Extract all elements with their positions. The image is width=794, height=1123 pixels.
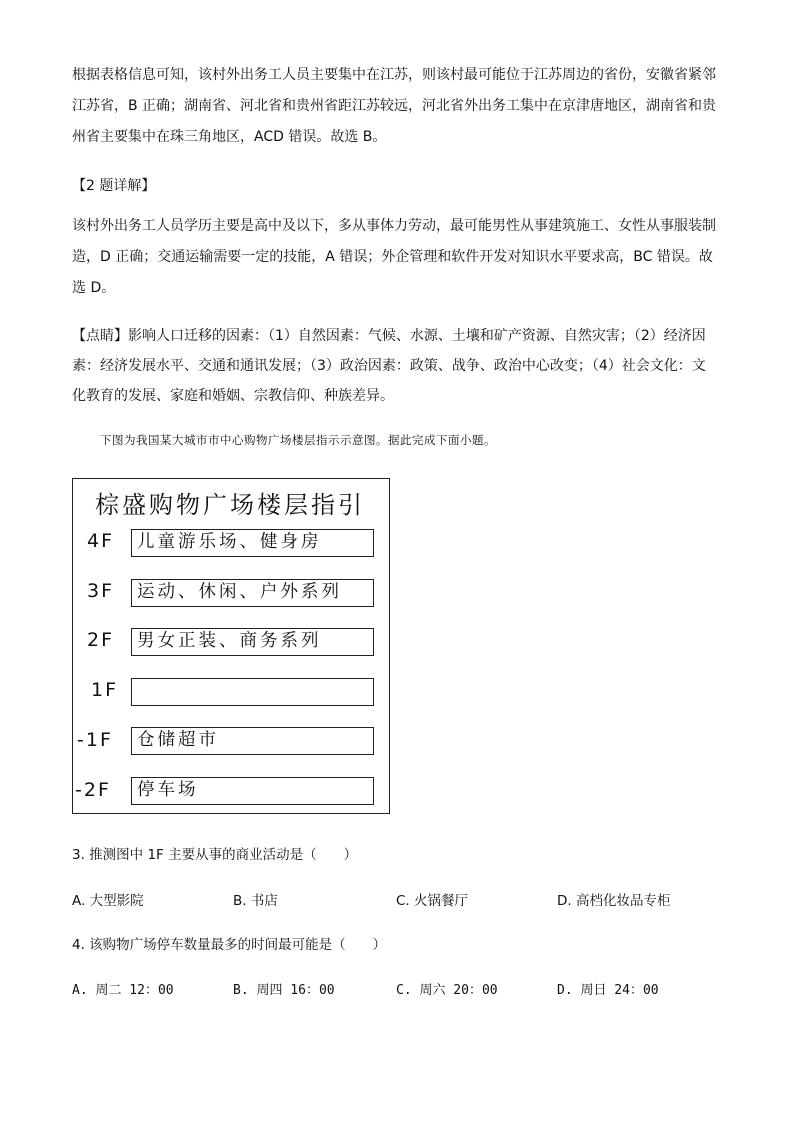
paragraph-line: 造，D 正确；交通运输需要一定的技能，A 错误；外企管理和软件开发对知识水平要求高，BC 错误。故 xyxy=(72,249,713,265)
floor-label: 2F xyxy=(87,629,115,651)
figure-intro: 下图为我国某大城市市中心购物广场楼层指示示意图。据此完成下面小题。 xyxy=(100,433,496,447)
option-b: B. 周四 16：00 xyxy=(233,983,335,998)
paragraph-line: 化教育的发展、家庭和婚姻、宗教信仰、种族差异。 xyxy=(72,388,394,404)
paragraph-line: 该村外出务工人员学历主要是高中及以下，多从事体力劳动，最可能男性从事建筑施工、女性从事服装制 xyxy=(72,218,716,234)
paragraph-line: 州省主要集中在珠三角地区，ACD 错误。故选 B。 xyxy=(72,129,387,145)
paragraph-line: 根据表格信息可知，该村外出务工人员主要集中在江苏，则该村最可能位于江苏周边的省份，安徽省紧邻 xyxy=(72,67,716,83)
option-b: B. 书店 xyxy=(233,893,278,909)
option-c: C. 周六 20：00 xyxy=(396,983,498,998)
floor-label: 1F xyxy=(91,679,119,701)
option-d: D. 周日 24：00 xyxy=(557,983,659,998)
floor-content-box: 运动、休闲、户外系列 xyxy=(131,579,374,607)
option-a: A. 大型影院 xyxy=(72,893,144,909)
section-heading-q2: 【2 题详解】 xyxy=(72,178,156,194)
floor-label: 3F xyxy=(87,580,115,602)
paragraph-line: 【点睛】影响人口迁移的因素：（1）自然因素：气候、水源、土壤和矿产资源、自然灾害；（2）经济因 xyxy=(72,328,706,344)
floor-label: -2F xyxy=(75,779,111,801)
floor-content-box: 男女正装、商务系列 xyxy=(131,628,374,656)
question-stem: 3. 推测图中 1F 主要从事的商业活动是（ ） xyxy=(72,847,358,863)
directory-title: 棕盛购物广场楼层指引 xyxy=(95,491,365,519)
floor-content-box xyxy=(131,678,374,706)
floor-content-box: 儿童游乐场、健身房 xyxy=(131,529,374,557)
floor-label: -1F xyxy=(77,729,113,751)
floor-directory-figure xyxy=(72,478,390,814)
option-c: C. 火锅餐厅 xyxy=(396,893,469,909)
floor-content-box: 停车场 xyxy=(131,777,374,805)
floor-content-box: 仓储超市 xyxy=(131,727,374,755)
paragraph-line: 素：经济发展水平、交通和通讯发展；（3）政治因素：政策、战争、政治中心改变；（4）社会文化：文 xyxy=(72,358,706,374)
floor-label: 4F xyxy=(87,530,115,552)
option-d: D. 高档化妆品专柜 xyxy=(557,893,671,909)
paragraph-line: 江苏省，B 正确；湖南省、河北省和贵州省距江苏较远，河北省外出务工集中在京津唐地区，湖南省和贵 xyxy=(72,98,717,114)
question-stem: 4. 该购物广场停车数量最多的时间最可能是（ ） xyxy=(72,937,387,953)
option-a: A. 周二 12：00 xyxy=(72,983,174,998)
paragraph-line: 选 D。 xyxy=(72,280,116,296)
